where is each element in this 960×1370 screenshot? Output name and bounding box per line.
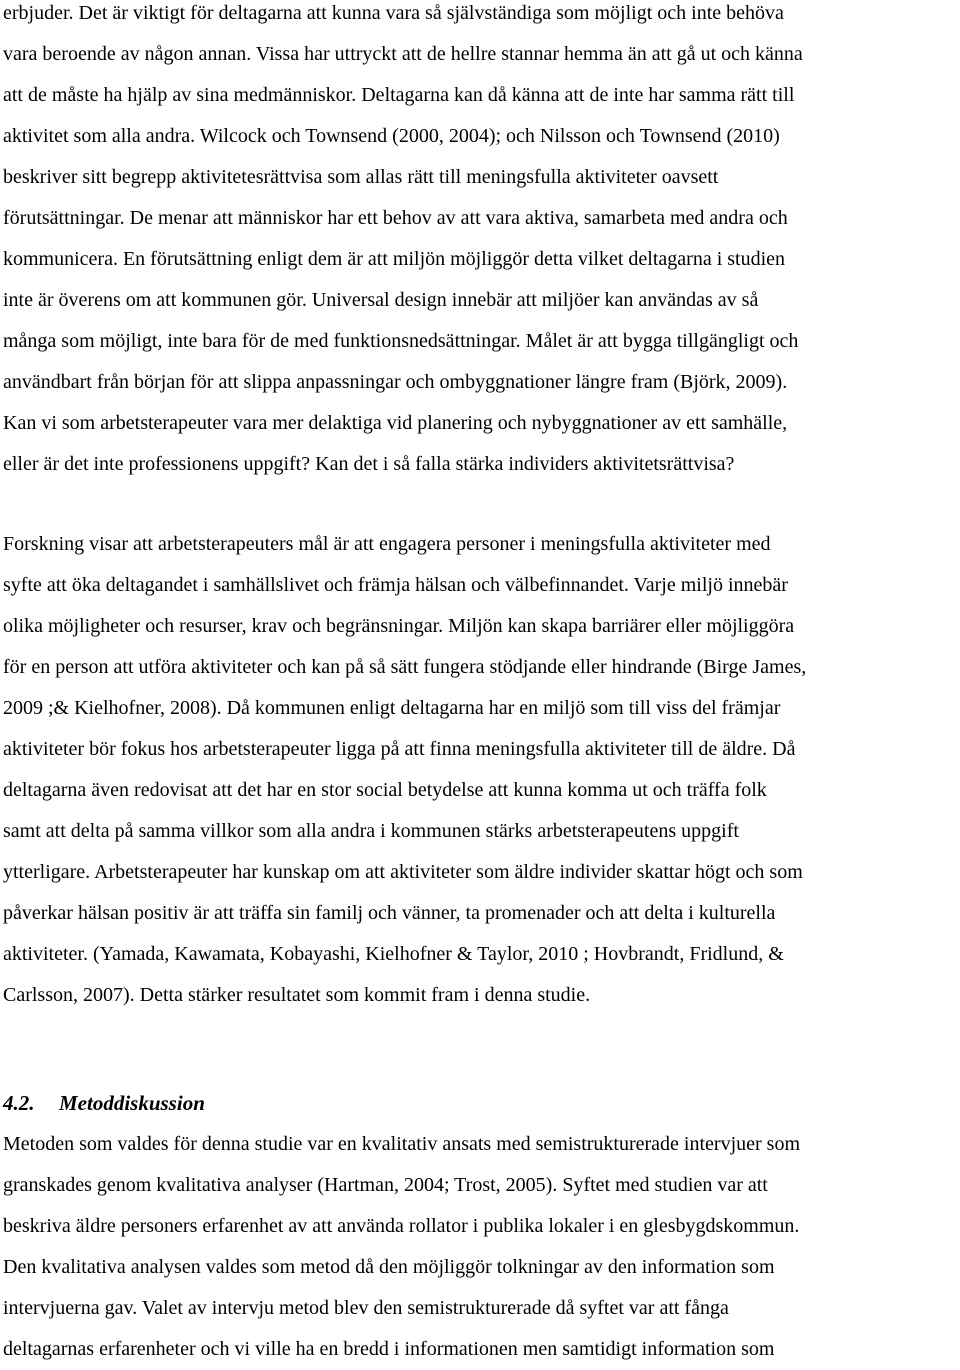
text-line: aktiviteter. (Yamada, Kawamata, Kobayashi, Kielhofner & Taylor, 2010 ; Hovbrandt, Fridlund, & [3,943,784,965]
paragraph-forskning [3,524,806,1016]
text-line: många som möjligt, inte bara för de med funktionsnedsättningar. Målet är att bygga tillgängligt och [3,330,799,352]
section-title: Metoddiskussion [59,1091,205,1115]
text-line: Metoden som valdes för denna studie var en kvalitativ ansats med semistrukturerade intervjuer som [3,1133,801,1155]
text-line: intervjuerna gav. Valet av intervju metod blev den semistrukturerade då syftet var att fånga [3,1297,729,1319]
text-line: olika möjligheter och resurser, krav och begränsningar. Miljön kan skapa barriärer eller möjliggöra [3,615,795,637]
text-line: att de måste ha hjälp av sina medmänniskor. Deltagarna kan då känna att de inte har samma rätt till [3,84,795,106]
text-line: aktiviteter bör fokus hos arbetsterapeuter ligga på att finna meningsfulla aktiviteter till de äldre. Då [3,738,796,760]
text-line: syfte att öka deltagandet i samhällslivet och främja hälsan och välbefinnandet. Varje miljö innebär [3,574,788,596]
text-line: Den kvalitativa analysen valdes som metod då den möjliggör tolkningar av den information som [3,1256,775,1278]
text-line: beskriver sitt begrepp aktivitetesrättvisa som allas rätt till meningsfulla aktiviteter oavsett [3,166,719,188]
text-line: aktivitet som alla andra. Wilcock och Townsend (2000, 2004); och Nilsson och Townsend (2010) [3,125,780,147]
text-line: vara beroende av någon annan. Vissa har uttryckt att de hellre stannar hemma än att gå ut och känna [3,43,803,65]
text-line: 2009 ;& Kielhofner, 2008). Då kommunen enligt deltagarna har en miljö som till viss del främjar [3,697,781,719]
text-line: granskades genom kvalitativa analyser (Hartman, 2004; Trost, 2005). Syftet med studien var att [3,1174,768,1196]
paragraph-metoddiskussion [3,1124,800,1370]
section-number: 4.2. [3,1091,35,1115]
paragraph-aktivitetsrattvisa [3,0,803,485]
text-line: samt att delta på samma villkor som alla andra i kommunen stärks arbetsterapeutens uppgift [3,820,739,842]
text-line: Forskning visar att arbetsterapeuters mål är att engagera personer i meningsfulla aktiviteter med [3,533,771,555]
text-line: deltagarnas erfarenheter och vi ville ha en bredd i informationen men samtidigt information som [3,1338,775,1360]
text-line: för en person att utföra aktiviteter och kan på så sätt fungera stödjande eller hindrande (Birge James, [3,656,807,678]
section-heading [3,1083,205,1124]
text-line: Kan vi som arbetsterapeuter vara mer delaktiga vid planering och nybyggnationer av ett samhälle, [3,412,788,434]
text-line: deltagarna även redovisat att det har en stor social betydelse att kunna komma ut och träffa folk [3,779,767,801]
text-line: användbart från början för att slippa anpassningar och ombyggnationer längre fram (Björk, 2009). [3,371,788,393]
text-line: förutsättningar. De menar att människor har ett behov av att vara aktiva, samarbeta med andra och [3,207,788,229]
text-line: beskriva äldre personers erfarenhet av att använda rollator i publika lokaler i en glesbygdskommun. [3,1215,800,1237]
text-line: Carlsson, 2007). Detta stärker resultatet som kommit fram i denna studie. [3,984,591,1006]
text-line: kommunicera. En förutsättning enligt dem är att miljön möjliggör detta vilket deltagarna i studien [3,248,786,270]
text-line: ytterligare. Arbetsterapeuter har kunskap om att aktiviteter som äldre individer skattar högt och som [3,861,803,883]
text-line: inte är överens om att kommunen gör. Universal design innebär att miljöer kan användas av så [3,289,759,311]
text-line: eller är det inte professionens uppgift? Kan det i så falla stärka individers aktivitetsrättvisa? [3,453,735,475]
text-line: erbjuder. Det är viktigt för deltagarna att kunna vara så självständiga som möjligt och inte behöva [3,2,784,24]
text-line: påverkar hälsan positiv är att träffa sin familj och vänner, ta promenader och att delta i kulturella [3,902,776,924]
